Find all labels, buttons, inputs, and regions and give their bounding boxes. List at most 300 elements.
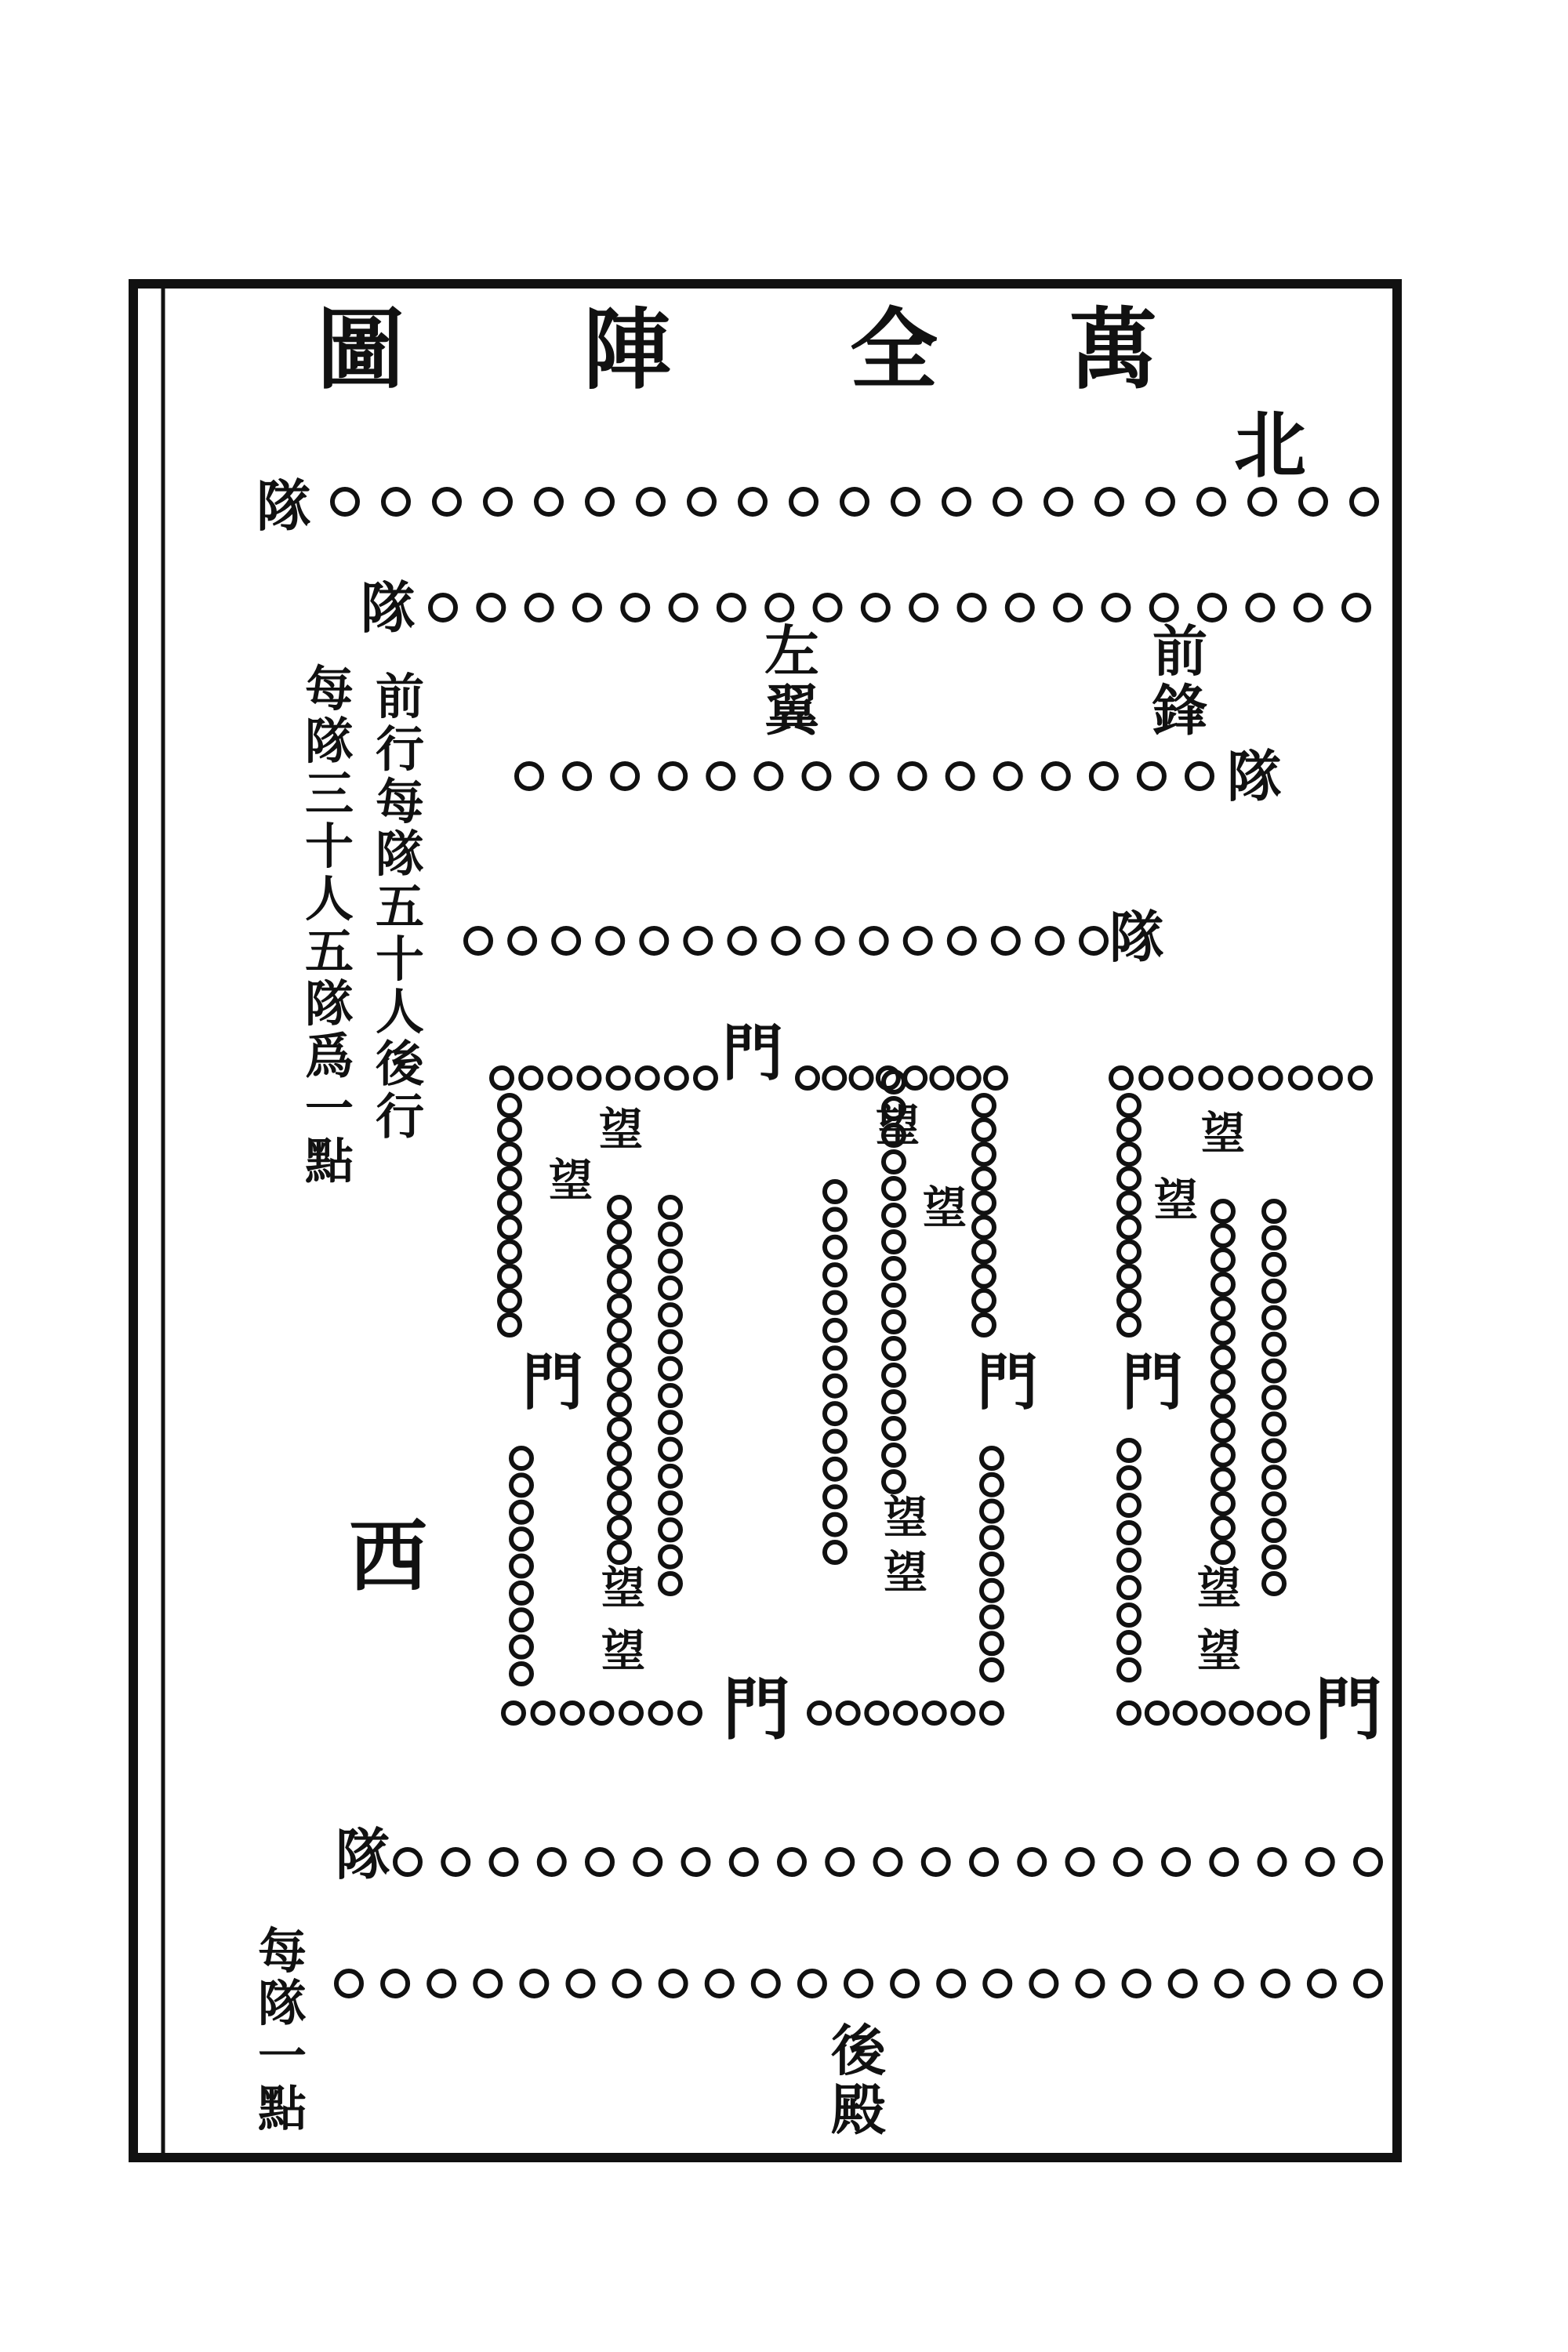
- soldier-dot: [1213, 1250, 1233, 1270]
- soldier-dot: [1231, 1703, 1251, 1723]
- soldier-dot: [609, 1542, 630, 1563]
- soldier-dot: [609, 1419, 630, 1439]
- soldier-dot: [1046, 489, 1071, 514]
- soldier-dot: [1264, 1281, 1284, 1301]
- soldier-dot: [931, 1068, 952, 1088]
- soldier-dot: [1037, 928, 1062, 953]
- soldier-dot: [511, 1475, 532, 1495]
- soldier-dot: [1200, 1068, 1221, 1088]
- soldier-dot: [1187, 764, 1212, 789]
- soldier-dot: [1290, 1068, 1311, 1088]
- soldier-dot: [1148, 489, 1173, 514]
- soldier-dot: [1019, 1849, 1044, 1875]
- soldier-dot: [1068, 1849, 1093, 1875]
- soldier-dot: [1119, 1315, 1139, 1335]
- soldier-dot: [740, 489, 765, 514]
- soldier-dots: [332, 489, 1381, 1996]
- soldier-dot: [641, 928, 666, 953]
- soldier-dot: [1119, 1168, 1139, 1189]
- soldier-dot: [863, 595, 888, 620]
- soldier-dot: [608, 1068, 629, 1088]
- soldier-dot: [1124, 1971, 1149, 1996]
- soldier-dot: [1344, 595, 1369, 620]
- soldier-dot: [609, 1394, 630, 1414]
- watch-label: 望: [1201, 1108, 1245, 1160]
- soldier-dot: [666, 1068, 687, 1088]
- soldier-dot: [660, 1519, 681, 1540]
- soldier-dot: [774, 928, 799, 953]
- soldier-dot: [609, 1197, 630, 1218]
- soldier-dot: [982, 1501, 1002, 1522]
- soldier-dot: [1119, 1660, 1139, 1680]
- soldier-dot: [884, 1418, 904, 1439]
- soldier-dot: [660, 1278, 681, 1298]
- soldier-dot: [1259, 1703, 1279, 1723]
- soldier-dot: [1356, 1849, 1381, 1875]
- soldier-dot: [884, 1205, 904, 1225]
- soldier-dot: [517, 764, 542, 789]
- soldier-dot: [971, 1849, 996, 1875]
- soldier-dot: [1250, 489, 1275, 514]
- soldier-dot: [1213, 1445, 1233, 1465]
- soldier-dot: [1199, 489, 1224, 514]
- soldier-dot: [825, 1209, 845, 1229]
- soldier-dot: [974, 1242, 994, 1262]
- soldier-dot: [911, 595, 936, 620]
- soldier-dot: [982, 1475, 1002, 1495]
- soldier-dot: [1097, 489, 1122, 514]
- soldier-dot: [1031, 1971, 1056, 1996]
- soldier-dot: [884, 1178, 904, 1199]
- soldier-dot: [1111, 1068, 1131, 1088]
- soldier-dot: [1171, 1068, 1191, 1088]
- soldier-dot: [1264, 1334, 1284, 1355]
- soldier-dot: [866, 1703, 887, 1723]
- soldier-dot: [800, 1971, 825, 1996]
- soldier-dot: [1116, 1849, 1141, 1875]
- gate-label: 門: [521, 1347, 584, 1418]
- soldier-dot: [499, 1266, 520, 1287]
- soldier-dot: [689, 489, 714, 514]
- soldier-dot: [638, 489, 663, 514]
- position-front-left: 左翼: [764, 619, 819, 743]
- soldier-dot: [1264, 1573, 1284, 1594]
- soldier-dot: [884, 1312, 904, 1332]
- soldier-dot: [332, 489, 358, 514]
- soldier-dot: [1119, 1218, 1139, 1238]
- soldier-dot: [660, 1493, 681, 1513]
- gate-label: 門: [976, 1347, 1039, 1418]
- soldier-dot: [825, 1293, 845, 1313]
- soldier-dot: [539, 1849, 564, 1875]
- note-bottom-left: 每隊一點: [257, 1922, 307, 2137]
- soldier-dot: [466, 928, 491, 953]
- soldier-dot: [429, 1971, 454, 1996]
- soldier-dot: [1119, 1266, 1139, 1287]
- soldier-dot: [1264, 1361, 1284, 1381]
- watch-label: 望: [884, 1492, 927, 1544]
- soldier-dot: [974, 1144, 994, 1164]
- soldier-dot: [1119, 1632, 1139, 1653]
- position-rear: 後殿: [831, 2018, 886, 2143]
- soldier-dot: [587, 1849, 612, 1875]
- soldier-dot: [1139, 764, 1164, 789]
- soldier-dot: [825, 1542, 845, 1563]
- soldier-dot: [511, 1610, 532, 1630]
- soldier-dot: [982, 1554, 1002, 1574]
- soldier-dot: [1213, 1421, 1233, 1441]
- soldier-dot: [1103, 595, 1128, 620]
- soldier-dot: [938, 1971, 964, 1996]
- soldier-dot: [825, 1320, 845, 1341]
- soldier-dot: [948, 764, 973, 789]
- soldier-dot: [527, 595, 552, 620]
- soldier-dot: [661, 1971, 686, 1996]
- soldier-dot: [660, 1331, 681, 1352]
- soldier-dot: [825, 1376, 845, 1396]
- soldier-dot: [1171, 1971, 1196, 1996]
- soldier-dot: [731, 1849, 757, 1875]
- soldier-dot: [680, 1703, 700, 1723]
- soldier-dot: [660, 1412, 681, 1432]
- soldier-dot: [974, 1168, 994, 1189]
- soldier-dot: [884, 1445, 904, 1465]
- soldier-dot: [1264, 1414, 1284, 1434]
- soldier-dot: [609, 1345, 630, 1366]
- soldier-dot: [825, 1403, 845, 1424]
- soldier-dot: [660, 1439, 681, 1460]
- title-char-4: 圖: [317, 299, 405, 401]
- soldier-dot: [862, 928, 887, 953]
- watch-label: 望: [923, 1182, 967, 1234]
- soldier-dot: [609, 1443, 630, 1464]
- soldier-dot: [1119, 1290, 1139, 1311]
- soldier-dot: [895, 1703, 916, 1723]
- soldier-dot: [1152, 595, 1177, 620]
- title: [317, 299, 1157, 401]
- soldier-dot: [503, 1703, 524, 1723]
- soldier-dot: [825, 1348, 845, 1368]
- soldier-dot: [779, 1849, 804, 1875]
- soldier-dot: [1119, 1605, 1139, 1625]
- soldier-dot: [1213, 1494, 1233, 1514]
- soldier-dot: [511, 1502, 532, 1523]
- soldier-dot: [825, 1237, 845, 1258]
- soldier-dot: [1231, 1068, 1251, 1088]
- soldier-dot: [982, 1703, 1002, 1723]
- soldier-dot: [499, 1192, 520, 1213]
- watch-label: 望: [599, 1104, 643, 1156]
- soldier-dot: [1081, 928, 1106, 953]
- soldier-dot: [1213, 1518, 1233, 1538]
- row-5-label: 隊: [336, 1822, 390, 1887]
- soldier-dot: [660, 1466, 681, 1486]
- soldier-dot: [1264, 1494, 1284, 1514]
- soldier-dot: [1119, 1550, 1139, 1570]
- soldier-dot: [1203, 1703, 1224, 1723]
- soldier-dot: [562, 1703, 583, 1723]
- soldier-dot: [1200, 595, 1225, 620]
- soldier-dot: [568, 1971, 593, 1996]
- title-char-2: 全: [850, 299, 938, 401]
- soldier-dot: [1308, 1849, 1333, 1875]
- soldier-dot: [1213, 1323, 1233, 1343]
- soldier-dot: [492, 1849, 517, 1875]
- soldier-dot: [635, 1849, 660, 1875]
- soldier-dot: [660, 1547, 681, 1567]
- soldier-dot: [1263, 1971, 1288, 1996]
- soldier-dot: [993, 928, 1018, 953]
- north-label: 北: [1233, 403, 1307, 488]
- soldier-dot: [511, 1556, 532, 1577]
- soldier-dot: [554, 928, 579, 953]
- soldier-dot: [825, 1431, 845, 1451]
- soldier-dot: [592, 1703, 612, 1723]
- soldier-dot: [985, 1971, 1010, 1996]
- soldier-dot: [575, 595, 600, 620]
- soldier-dot: [884, 1365, 904, 1385]
- soldier-dot: [982, 1660, 1002, 1680]
- row-4-label: 隊: [1109, 905, 1164, 970]
- soldier-dot: [609, 1271, 630, 1291]
- soldier-dot: [533, 1703, 554, 1723]
- row-2-label: 隊: [361, 575, 416, 641]
- soldier-dot: [1119, 1120, 1139, 1140]
- soldier-dot: [511, 1448, 532, 1468]
- soldier-dot: [521, 1971, 546, 1996]
- soldier-dot: [884, 1338, 904, 1359]
- soldier-dot: [521, 1068, 541, 1088]
- soldier-dot: [637, 1068, 658, 1088]
- soldier-dot: [660, 1197, 681, 1218]
- soldier-dot: [1213, 1372, 1233, 1392]
- soldier-dot: [621, 1703, 641, 1723]
- soldier-dot: [825, 1459, 845, 1479]
- soldier-dot: [1213, 1201, 1233, 1221]
- west-label: 西: [349, 1510, 427, 1602]
- gate-label: 門: [721, 1018, 784, 1089]
- soldier-dot: [1261, 1068, 1281, 1088]
- soldier-dot: [1213, 1274, 1233, 1294]
- soldier-dot: [884, 1392, 904, 1412]
- soldier-dot: [1141, 1068, 1161, 1088]
- title-char-1: 萬: [1069, 299, 1157, 401]
- soldier-dot: [684, 1849, 709, 1875]
- soldier-dot: [767, 595, 792, 620]
- soldier-dot: [1356, 1971, 1381, 1996]
- soldier-dot: [884, 1232, 904, 1252]
- soldier-dot: [995, 489, 1020, 514]
- soldier-dot: [383, 1971, 408, 1996]
- soldier-dot: [510, 928, 535, 953]
- title-char-3: 陣: [583, 299, 671, 401]
- soldier-dot: [729, 928, 754, 953]
- soldier-dot: [1007, 595, 1033, 620]
- watch-label: 望: [876, 1100, 920, 1152]
- soldier-dot: [809, 1703, 829, 1723]
- soldier-dot: [852, 764, 877, 789]
- soldier-dot: [395, 1849, 420, 1875]
- soldier-dot: [884, 1152, 904, 1172]
- soldier-dot: [818, 928, 843, 953]
- watch-label: 望: [601, 1563, 645, 1614]
- soldier-dot: [1350, 1068, 1370, 1088]
- soldier-dot: [383, 489, 408, 514]
- soldier-dot: [924, 1703, 945, 1723]
- soldier-dot: [609, 1518, 630, 1538]
- note-front-rows: 前行每隊五十人後行: [375, 668, 425, 1145]
- soldier-dot: [707, 1971, 732, 1996]
- soldier-dot: [906, 928, 931, 953]
- soldier-dot: [1119, 1495, 1139, 1515]
- soldier-dot: [1213, 1542, 1233, 1563]
- soldier-dot: [1119, 1095, 1139, 1116]
- soldier-dot: [511, 1664, 532, 1684]
- soldier-dot: [1264, 1520, 1284, 1541]
- soldier-dot: [815, 595, 840, 620]
- soldier-dot: [1247, 595, 1272, 620]
- gate-label: 門: [1315, 1670, 1382, 1749]
- soldier-dot: [1119, 1144, 1139, 1164]
- soldier-dot: [1213, 1396, 1233, 1417]
- soldier-dot: [949, 928, 975, 953]
- soldier-dot: [1217, 1971, 1242, 1996]
- soldier-dot: [884, 1472, 904, 1492]
- soldier-dot: [974, 1095, 994, 1116]
- soldier-dot: [1260, 1849, 1285, 1875]
- soldier-dot: [1213, 1469, 1233, 1490]
- gate-labels: [522, 1018, 1382, 1749]
- soldier-dot: [982, 1527, 1002, 1548]
- soldier-dot: [1119, 1242, 1139, 1262]
- soldier-dot: [1055, 595, 1080, 620]
- soldier-dot: [660, 764, 685, 789]
- soldier-dot: [587, 489, 612, 514]
- soldier-dot: [851, 1068, 872, 1088]
- soldier-dot: [660, 1251, 681, 1272]
- watch-label: 望: [601, 1625, 645, 1677]
- soldier-dot: [1211, 1849, 1236, 1875]
- soldier-dot: [492, 1068, 512, 1088]
- soldier-dot: [1119, 1703, 1139, 1723]
- soldier-dot: [974, 1315, 994, 1335]
- soldier-dot: [609, 1221, 630, 1242]
- soldier-dot: [550, 1068, 570, 1088]
- watch-label: 望: [1197, 1563, 1241, 1614]
- soldier-dot: [974, 1192, 994, 1213]
- soldier-dot: [499, 1290, 520, 1311]
- soldier-dot: [974, 1290, 994, 1311]
- soldier-dot: [475, 1971, 500, 1996]
- soldier-dot: [719, 595, 744, 620]
- soldier-dot: [982, 1581, 1002, 1601]
- soldier-dot: [579, 1068, 599, 1088]
- soldier-dot: [982, 1448, 1002, 1468]
- watch-label: 望: [1154, 1174, 1198, 1226]
- soldier-dot: [900, 764, 925, 789]
- soldier-dot: [824, 1068, 844, 1088]
- soldier-dot: [609, 1370, 630, 1390]
- soldier-dot: [982, 1607, 1002, 1628]
- soldier-dot: [434, 489, 459, 514]
- soldier-dot: [892, 1971, 917, 1996]
- soldier-dot: [1119, 1577, 1139, 1598]
- soldier-dot: [1213, 1347, 1233, 1367]
- soldier-dot: [797, 1068, 818, 1088]
- soldier-dot: [1264, 1228, 1284, 1248]
- soldier-dot: [876, 1849, 901, 1875]
- row-1-label: 隊: [256, 474, 311, 539]
- soldier-dot: [1119, 1440, 1139, 1461]
- soldier-dot: [597, 928, 622, 953]
- soldier-dot: [1147, 1703, 1167, 1723]
- soldier-dot: [660, 1385, 681, 1406]
- soldier-dot: [924, 1849, 949, 1875]
- soldier-dot: [884, 1285, 904, 1305]
- soldier-dot: [1264, 1440, 1284, 1461]
- soldier-dot: [651, 1703, 671, 1723]
- soldier-dot: [827, 1849, 852, 1875]
- note-per-team: 每隊三十人五隊爲一點: [304, 660, 354, 1190]
- soldier-dot: [1352, 489, 1377, 514]
- soldier-dot: [846, 1971, 871, 1996]
- soldier-dot: [1119, 1192, 1139, 1213]
- soldier-dot: [1213, 1298, 1233, 1319]
- soldier-dot: [825, 1515, 845, 1535]
- soldier-dot: [609, 1493, 630, 1513]
- soldier-dot: [944, 489, 969, 514]
- soldier-dot: [1264, 1254, 1284, 1275]
- soldier-dot: [982, 1633, 1002, 1653]
- soldier-dot: [974, 1218, 994, 1238]
- soldier-dot: [842, 489, 867, 514]
- soldier-dot: [671, 595, 696, 620]
- soldier-dot: [974, 1266, 994, 1287]
- soldier-dot: [430, 595, 456, 620]
- soldier-dot: [1264, 1467, 1284, 1487]
- soldier-dot: [708, 764, 733, 789]
- soldier-dot: [615, 1971, 640, 1996]
- soldier-dot: [499, 1144, 520, 1164]
- soldier-dot: [660, 1359, 681, 1379]
- soldier-dot: [660, 1573, 681, 1594]
- soldier-dot: [1309, 1971, 1334, 1996]
- soldier-dot: [564, 764, 590, 789]
- soldier-dot: [622, 595, 648, 620]
- soldier-dot: [1301, 489, 1326, 514]
- soldier-dot: [660, 1224, 681, 1244]
- soldier-dot: [499, 1168, 520, 1189]
- soldier-dot: [985, 1068, 1006, 1088]
- soldier-dot: [511, 1529, 532, 1549]
- soldier-dot: [1175, 1703, 1196, 1723]
- soldier-dot: [511, 1637, 532, 1657]
- soldier-dot: [838, 1703, 858, 1723]
- soldier-dot: [1320, 1068, 1341, 1088]
- soldier-dot: [499, 1315, 520, 1335]
- soldier-dot: [959, 1068, 979, 1088]
- soldier-dot: [1213, 1225, 1233, 1246]
- soldier-dot: [660, 1305, 681, 1325]
- gate-label: 門: [1121, 1347, 1184, 1418]
- soldier-dot: [609, 1320, 630, 1341]
- watch-label: 望: [549, 1155, 593, 1207]
- soldier-dot: [753, 1971, 779, 1996]
- soldier-dot: [1264, 1201, 1284, 1221]
- soldier-dot: [499, 1218, 520, 1238]
- soldier-dot: [1264, 1308, 1284, 1328]
- soldier-dot: [443, 1849, 468, 1875]
